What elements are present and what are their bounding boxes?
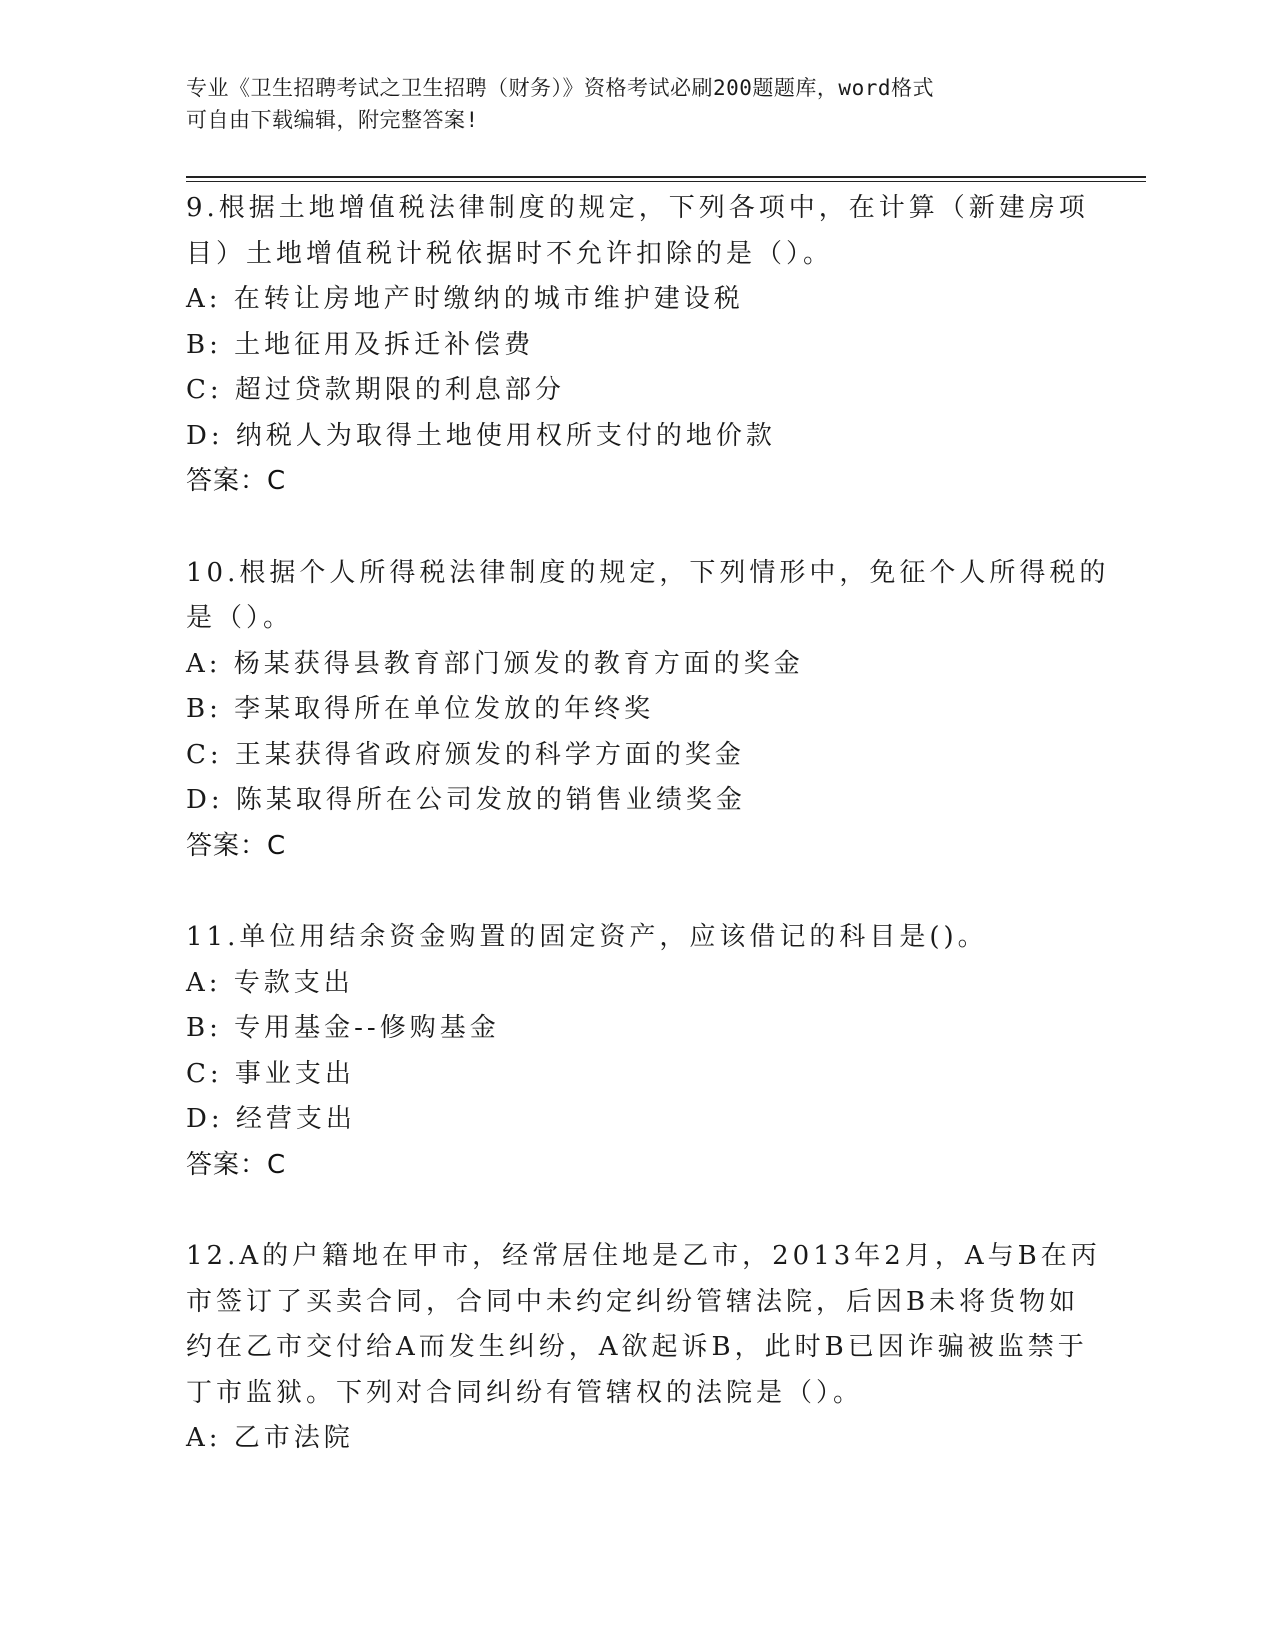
- header-title-line-2: 可自由下载编辑，附完整答案!: [186, 108, 479, 132]
- question-stem-line: 目）土地增值税计税依据时不允许扣除的是（）。: [186, 238, 834, 269]
- question-stem-line: 是（）。: [186, 603, 294, 633]
- option-c: C: 事业支出: [186, 1058, 355, 1089]
- question-stem-line: 10.根据个人所得税法律制度的规定，下列情形中，免征个人所得税的: [186, 557, 1110, 588]
- question-12: [186, 1234, 1101, 1462]
- option-c: C: 王某获得省政府颁发的科学方面的奖金: [186, 739, 745, 770]
- question-11: [186, 915, 1086, 1188]
- answer-text: 答案：C: [186, 830, 287, 861]
- option-d: D: 陈某取得所在公司发放的销售业绩奖金: [186, 785, 746, 815]
- question-stem-line: 9.根据土地增值税法律制度的规定，下列各项中，在计算（新建房项: [186, 193, 1089, 223]
- question-stem-line: 丁市监狱。下列对合同纠纷有管辖权的法院是（）。: [186, 1377, 864, 1408]
- option-b: B: 土地征用及拆迁补偿费: [186, 329, 535, 360]
- option-b: B: 专用基金--修购基金: [186, 1013, 500, 1043]
- question-10: [186, 551, 1110, 870]
- option-d: D: 经营支出: [186, 1104, 356, 1134]
- header-title-line-1: 专业《卫生招聘考试之卫生招聘（财务）》资格考试必刷200题题库，word格式: [186, 76, 934, 100]
- option-a: A: 乙市法院: [186, 1423, 354, 1453]
- option-d: D: 纳税人为取得土地使用权所支付的地价款: [186, 420, 776, 451]
- header-divider-thick: [186, 176, 1146, 178]
- header-divider-thin: [186, 181, 1146, 182]
- answer-text: 答案：C: [186, 1149, 287, 1180]
- option-b: B: 李某取得所在单位发放的年终奖: [186, 694, 655, 724]
- option-a: A: 在转让房地产时缴纳的城市维护建设税: [186, 284, 744, 314]
- answer-text: 答案：C: [186, 466, 287, 496]
- option-a: A: 专款支出: [186, 967, 354, 998]
- option-a: A: 杨某获得县教育部门颁发的教育方面的奖金: [186, 648, 804, 679]
- document-header: [186, 72, 1066, 136]
- question-9: [186, 186, 1089, 505]
- question-stem-line: 12.A的户籍地在甲市，经常居住地是乙市，2013年2月，A与B在丙: [186, 1241, 1101, 1271]
- question-stem-line: 11.单位用结余资金购置的固定资产，应该借记的科目是()。: [186, 922, 988, 952]
- question-stem-line: 市签订了买卖合同，合同中未约定纠纷管辖法院，后因B未将货物如: [186, 1286, 1080, 1317]
- question-stem-line: 约在乙市交付给A而发生纠纷，A欲起诉B，此时B已因诈骗被监禁于: [186, 1332, 1088, 1362]
- option-c: C: 超过贷款期限的利息部分: [186, 375, 565, 405]
- question-list: [186, 186, 1110, 1462]
